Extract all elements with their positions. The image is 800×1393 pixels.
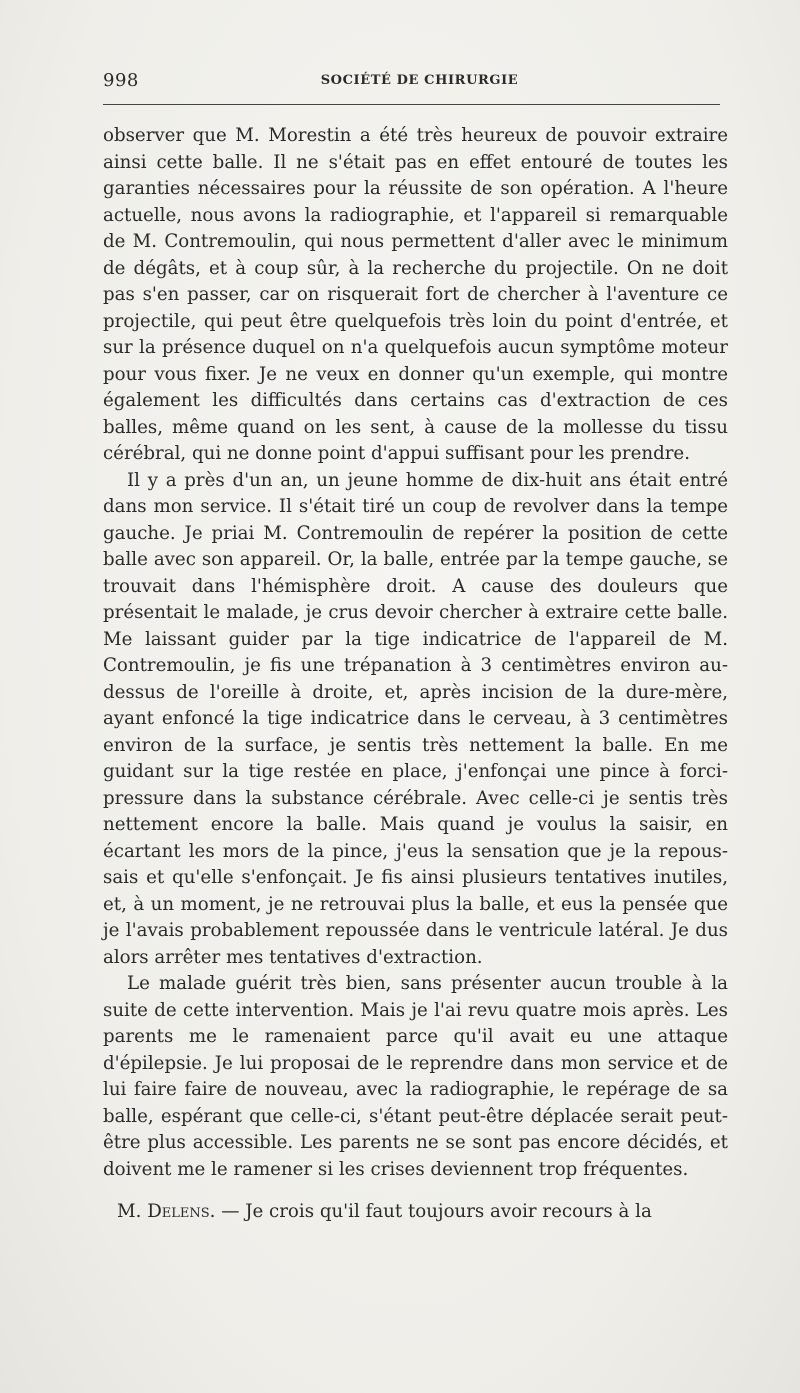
paragraph-1: observer que M. Morestin a été très heureux de pouvoir extraire ainsi cette balle. Il ne s'était pas en effet entouré de toutes les garanties nécessaires pour la réussite de son opération. A l'heure actuelle, nous avons la radiographie, et l'appareil si remarquable de M. Contremoulin, qui nous permettent d'aller avec le minimum de dégâts, et à coup sûr, à la recherche du projectile. On ne doit pas s'en passer, car on risquerait fort de chercher à l'aventure ce projectile, qui peut être quelquefois très loin du point d'entrée, et sur la présence duquel on n'a quelquefois aucun symptôme moteur pour vous fixer. Je ne veux en donner qu'un exemple, qui montre également les difficultés dans certains cas d'extraction de ces balles, même quand on les sent, à cause de la mollesse du tissu cérébral, qui ne donne point d'appui suffisant pour les prendre.: [103, 125, 728, 464]
paragraph-3: Le malade guérit très bien, sans présenter aucun trouble à la suite de cette intervention. Mais je l'ai revu quatre mois après. Les parents me le ramenaient parce qu'il avait eu une attaque d'épilepsie. Je lui proposai de le reprendre dans mon service et de lui faire faire de nouveau, avec la radiographie, le repérage de sa balle, espérant que celle-ci, s'étant peut-être déplacée serait peut-être plus accessible. Les parents ne se sont pas encore décidés, et doivent me le ramener si les crises deviennent trop fréquentes.: [103, 973, 728, 1180]
speaker-text: Je crois qu'il faut toujours avoir recours à la: [239, 1201, 652, 1222]
header-rule: [103, 104, 720, 105]
page-number: 998: [103, 70, 139, 91]
page-header: [103, 70, 720, 96]
speaker-paragraph: [103, 1199, 728, 1226]
speaker-suffix: . —: [209, 1201, 240, 1222]
speaker-prefix: M.: [117, 1201, 148, 1222]
speaker-name: Delens: [147, 1201, 210, 1222]
body-text: [103, 123, 728, 1226]
paragraph-2: Il y a près d'un an, un jeune homme de dix-huit ans était entré dans mon service. Il s'était tiré un coup de revolver dans la tempe gauche. Je priai M. Contremoulin de repérer la position de cette balle avec son appareil. Or, la balle, entrée par la tempe gauche, se trouvait dans l'hémisphère droit. A cause des douleurs que présentait le malade, je crus devoir chercher à extraire cette balle. Me laissant guider par la tige indicatrice de l'appareil de M. Contremoulin, je fis une trépanation à 3 centimètres environ au-dessus de l'oreille à droite, et, après incision de la dure-mère, ayant enfoncé la tige indicatrice dans le cerveau, à 3 centimètres environ de la surface, je sentis très nettement la balle. En me guidant sur la tige restée en place, j'enfonçai une pince à forci-pressure dans la substance cérébrale. Avec celle-ci je sentis très nettement encore la balle. Mais quand je voulus la saisir, en écartant les mors de la pince, j'eus la sensation que je la repous-sais et qu'elle s'enfonçait. Je fis ainsi plusieurs tentatives inutiles, et, à un moment, je ne retrouvai plus la balle, et eus la pensée que je l'avais probablement repoussée dans le ventricule latéral. Je dus alors arrêter mes tentatives d'extraction.: [103, 469, 728, 968]
running-head: SOCIÉTÉ DE CHIRURGIE: [320, 73, 519, 88]
